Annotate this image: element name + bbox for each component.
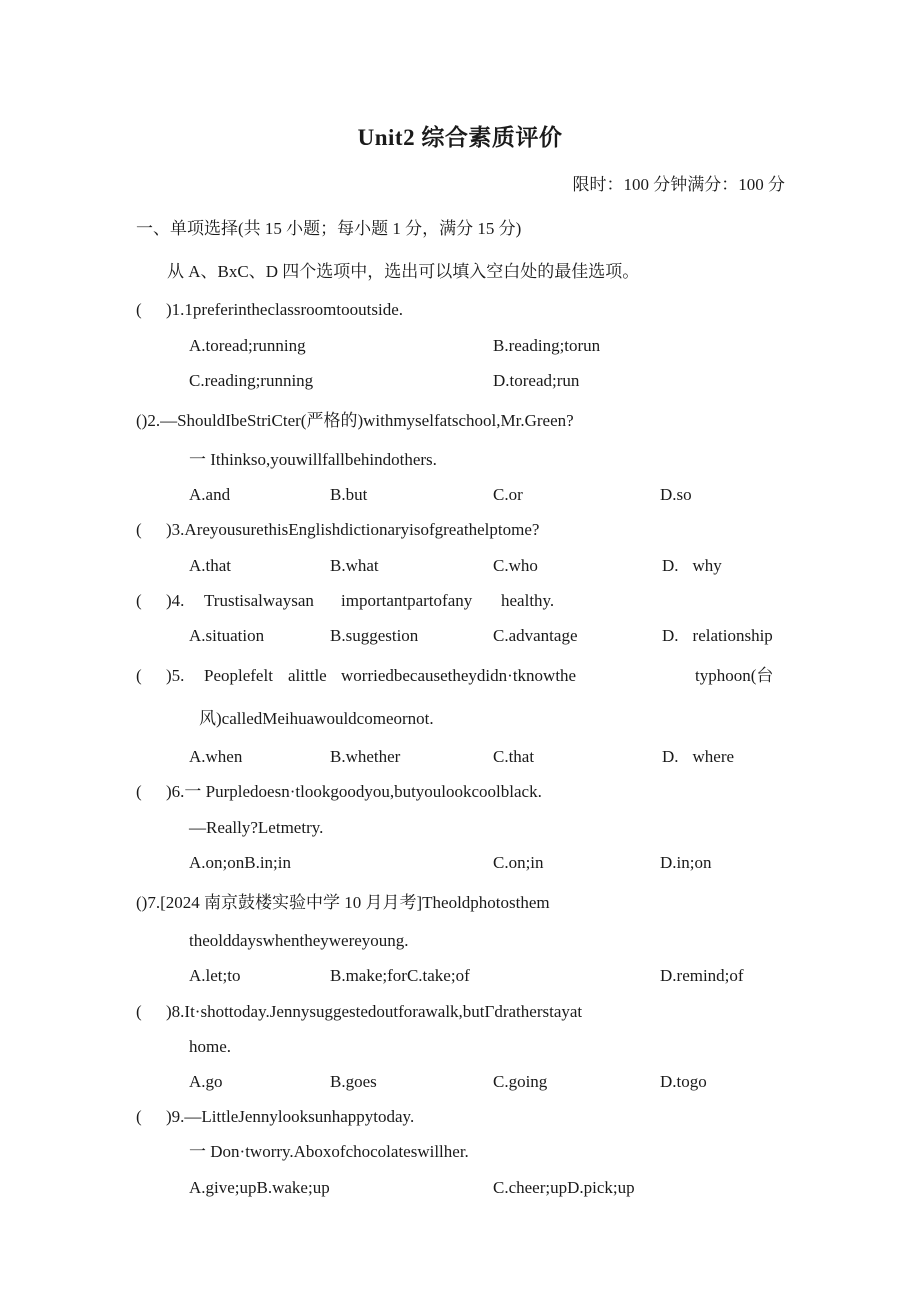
- q4-stem-part: Trustisalwaysan: [204, 591, 314, 610]
- q5-stem-cont: 风)calledMeihuawouldcomeornot.: [199, 709, 434, 728]
- q6-option-d: D.in;on: [660, 853, 712, 872]
- q8-stem-cont: home.: [189, 1037, 232, 1056]
- q3-option-c: C.who: [493, 556, 538, 575]
- q2-option-a: A.and: [189, 485, 231, 504]
- q9-option-ab: A.give;upB.wake;up: [189, 1178, 330, 1197]
- q2-option-c: C.or: [493, 485, 523, 504]
- question-2: ()2.—ShouldIbeStriCter(严格的)withmyselfatschool,Mr.Green?: [136, 411, 574, 430]
- q7-option-a: A.let;to: [189, 966, 241, 985]
- time-limit: 限时：100 分钟满分：100 分: [572, 175, 785, 194]
- q3-option-a: A.that: [189, 556, 232, 575]
- answer-blank: (: [136, 1107, 142, 1126]
- q5-stem-part: worriedbecausetheydidn·tknowthe: [341, 666, 577, 685]
- q5-stem-part: typhoon(台: [695, 666, 774, 685]
- question-6: [136, 782, 542, 802]
- question-8: [136, 1002, 582, 1022]
- q4-option-a: A.situation: [189, 626, 265, 645]
- q5-option-c: C.that: [493, 747, 535, 766]
- q7-option-bc: B.make;forC.take;of: [330, 966, 470, 985]
- question-number: )5.: [166, 666, 185, 685]
- q8-option-b: B.goes: [330, 1072, 377, 1091]
- question-7: ()7.[2024 南京鼓楼实验中学 10 月月考]Theoldphotosthem: [136, 893, 550, 912]
- q7-stem-cont: theolddayswhentheywereyoung.: [189, 931, 409, 950]
- question-stem: )6.一 Purpledoesn·tlookgoodyou,butyoulookcoolblack.: [166, 782, 542, 801]
- question-stem: )3.AreyousurethisEnglishdictionaryisofgreathelptome?: [166, 520, 540, 539]
- q8-option-d: D.togo: [660, 1072, 707, 1091]
- q5-option-a: A.when: [189, 747, 243, 766]
- q7-option-d: D.remind;of: [660, 966, 744, 985]
- option-text: where: [692, 747, 735, 766]
- q2-option-b: B.but: [330, 485, 368, 504]
- option-text: why: [692, 556, 722, 575]
- answer-blank: (: [136, 782, 142, 801]
- answer-blank: (: [136, 1002, 142, 1021]
- q4-stem-part: healthy.: [501, 591, 555, 610]
- q4-option-c: C.advantage: [493, 626, 578, 645]
- answer-blank: (: [136, 300, 142, 319]
- question-stem: )1.1preferintheclassroomtooutside.: [166, 300, 403, 319]
- q4-stem-part: importantpartofany: [341, 591, 473, 610]
- q4-option-b: B.suggestion: [330, 626, 419, 645]
- q6-reply: —Really?Letmetry.: [189, 818, 324, 837]
- section-instruction: 从 A、BxC、D 四个选项中，选出可以填入空白处的最佳选项。: [167, 262, 640, 281]
- answer-blank: (: [136, 520, 142, 539]
- q6-option-c: C.on;in: [493, 853, 544, 872]
- answer-blank: (: [136, 666, 142, 685]
- question-3: [136, 520, 539, 540]
- q3-option-b: B.what: [330, 556, 379, 575]
- q2-reply: 一 Ithinkso,youwillfallbehindothers.: [189, 450, 437, 469]
- answer-blank: (: [136, 591, 142, 610]
- question-stem: )9.—LittleJennylooksunhappytoday.: [166, 1107, 415, 1126]
- q5-stem-part: alittle: [288, 666, 327, 685]
- question-9: [136, 1107, 414, 1127]
- question-4: [136, 591, 184, 611]
- q9-reply: 一 Don·tworry.Aboxofchocolateswillher.: [189, 1142, 469, 1161]
- question-number: )4.: [166, 591, 185, 610]
- q1-option-a: A.toread;running: [189, 336, 306, 355]
- question-1: [136, 300, 403, 320]
- question-5: [136, 666, 184, 686]
- option-letter: D.: [662, 626, 679, 645]
- option-text: relationship: [692, 626, 773, 645]
- q8-option-a: A.go: [189, 1072, 223, 1091]
- q1-option-b: B.reading;torun: [493, 336, 601, 355]
- q9-option-cd: C.cheer;upD.pick;up: [493, 1178, 635, 1197]
- page-title: Unit2 综合素质评价: [357, 125, 563, 150]
- question-stem: )8.It·shottoday.Jennysuggestedoutforawalk,butΓdratherstayat: [166, 1002, 583, 1021]
- q2-option-d: D.so: [660, 485, 692, 504]
- q6-option-ab: A.on;onB.in;in: [189, 853, 292, 872]
- option-letter: D.: [662, 747, 679, 766]
- q5-option-b: B.whether: [330, 747, 401, 766]
- q4-option-d: [662, 626, 773, 646]
- option-letter: D.: [662, 556, 679, 575]
- section-heading: 一、单项选择(共 15 小题；每小题 1 分，满分 15 分): [136, 219, 522, 238]
- q5-stem-part: Peoplefelt: [204, 666, 273, 685]
- q1-option-c: C.reading;running: [189, 371, 314, 390]
- q8-option-c: C.going: [493, 1072, 548, 1091]
- q5-option-d: [662, 747, 734, 767]
- q3-option-d: [662, 556, 722, 576]
- q1-option-d: D.toread;run: [493, 371, 580, 390]
